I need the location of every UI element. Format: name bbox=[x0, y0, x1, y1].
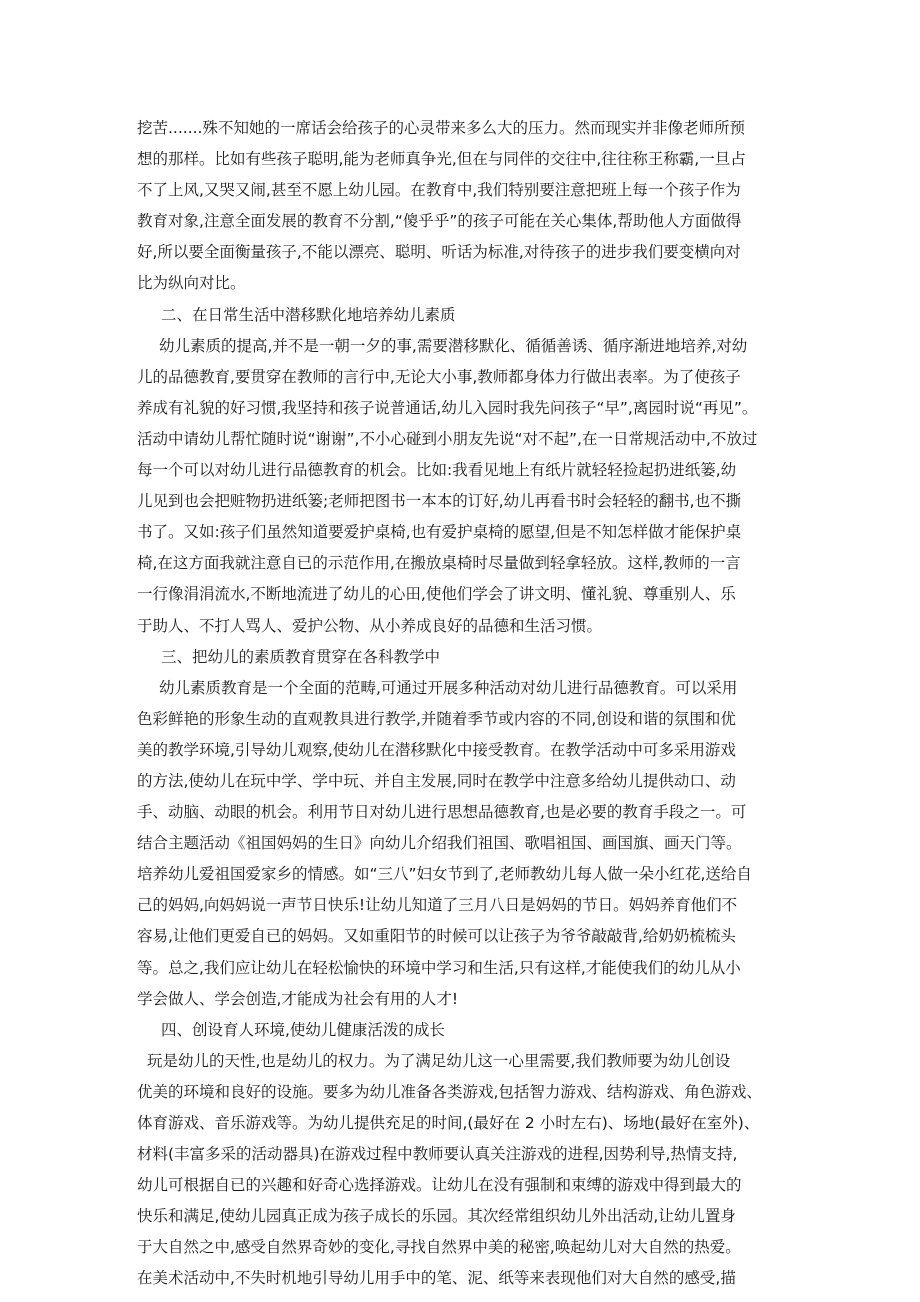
text-line: 比为纵向对比。 bbox=[137, 274, 246, 293]
text-line: 于助人、不打人骂人、爱护公物、从小养成良好的品德和生活习惯。 bbox=[137, 616, 603, 635]
text-line: 养成有礼貌的好习惯,我坚持和孩子说普通话,幼儿入园时我先问孩子“早”,离园时说“再见”。 bbox=[137, 398, 758, 417]
text-line: 快乐和满足,使幼儿园真正成为孩子成长的乐园。其次经常组织幼儿外出活动,让幼儿置身 bbox=[137, 1207, 736, 1226]
text-line: 活动中请幼儿帮忙随时说“谢谢”,不小心碰到小朋友先说“对不起”,在一日常规活动中,不放过 bbox=[137, 429, 758, 448]
text-line: 玩是幼儿的天性,也是幼儿的权力。为了满足幼儿这一心里需要,我们教师要为幼儿创设 bbox=[147, 1051, 731, 1070]
text-line: 书了。又如:孩子们虽然知道要爱护桌椅,也有爱护桌椅的愿望,但是不知怎样做才能保护桌 bbox=[137, 523, 742, 542]
section-heading: 三、把幼儿的素质教育贯穿在各科教学中 bbox=[161, 647, 441, 666]
text-line: 幼儿素质教育是一个全面的范畴,可通过开展多种活动对幼儿进行品德教育。可以采用 bbox=[159, 678, 738, 697]
section-heading: 四、创设育人环境,使幼儿健康活泼的成长 bbox=[161, 1020, 445, 1039]
text-line: 优美的环境和良好的设施。要多为幼儿准备各类游戏,包括智力游戏、结构游戏、角色游戏、 bbox=[137, 1082, 762, 1101]
text-line: 椅,在这方面我就注意自已的示范作用,在搬放桌椅时尽量做到轻拿轻放。这样,教师的一言 bbox=[137, 554, 741, 573]
text-line: 等。总之,我们应让幼儿在轻松愉快的环境中学习和生活,只有这样,才能使我们的幼儿从小 bbox=[137, 958, 741, 977]
text-line: 幼儿可根据自已的兴趣和好奇心选择游戏。让幼儿在没有强制和束缚的游戏中得到最大的 bbox=[137, 1176, 742, 1195]
text-line: 容易,让他们更爱自已的妈妈。又如重阳节的时候可以让孩子为爷爷敲敲背,给奶奶梳梳头 bbox=[137, 927, 736, 946]
text-line: 挖苦.......殊不知她的一席话会给孩子的心灵带来多么大的压力。然而现实并非像老师所预 bbox=[137, 119, 745, 137]
document-body bbox=[137, 113, 787, 1295]
text-line: 儿见到也会把赃物扔进纸篓;老师把图书一本本的订好,幼儿再看书时会轻轻的翻书,也不撕 bbox=[137, 492, 742, 511]
text-line: 不了上风,又哭又闹,甚至不愿上幼儿园。在教育中,我们特别要注意把班上每一个孩子作为 bbox=[137, 181, 741, 200]
text-line: 想的那样。比如有些孩子聪明,能为老师真争光,但在与同伴的交往中,往往称王称霸,一旦占 bbox=[137, 150, 746, 169]
text-line: 在美术活动中,不失时机地引导幼儿用手中的笔、泥、纸等来表现他们对大自然的感受,描 bbox=[137, 1269, 736, 1288]
text-line: 手、动脑、动眼的机会。利用节日对幼儿进行思想品德教育,也是必要的教育手段之一。可 bbox=[137, 803, 747, 822]
text-line: 于大自然之中,感受自然界奇妙的变化,寻找自然界中美的秘密,唤起幼儿对大自然的热爱。 bbox=[137, 1238, 741, 1257]
text-line: 的方法,使幼儿在玩中学、学中玩、并自主发展,同时在教学中注意多给幼儿提供动口、动 bbox=[137, 771, 736, 790]
text-line: 培养幼儿爱祖国爱家乡的情感。如“三八”妇女节到了,老师教幼儿每人做一朵小红花,送给自 bbox=[137, 865, 752, 884]
text-line: 教育对象,注意全面发展的教育不分割,“傻乎乎”的孩子可能在关心集体,帮助他人方面做得 bbox=[137, 212, 742, 231]
text-line: 色彩鲜艳的形象生动的直观教具进行教学,并随着季节或内容的不同,创设和谐的氛围和优 bbox=[137, 709, 736, 728]
text-line: 结合主题活动《祖国妈妈的生日》向幼儿介绍我们祖国、歌唱祖国、画国旗、画天门等。 bbox=[137, 834, 742, 853]
section-heading: 二、在日常生活中潜移默化地培养幼儿素质 bbox=[161, 305, 456, 324]
text-line: 学会做人、学会创造,才能成为社会有用的人才! bbox=[137, 989, 459, 1008]
text-line: 好,所以要全面衡量孩子,不能以漂亮、聪明、听话为标准,对待孩子的进步我们要变横向对 bbox=[137, 243, 741, 262]
text-line: 儿的品德教育,要贯穿在教师的言行中,无论大小事,教师都身体力行做出表率。为了使孩子 bbox=[137, 367, 741, 386]
text-line: 幼儿素质的提高,并不是一朝一夕的事,需要潜移默化、循循善诱、循序渐进地培养,对幼 bbox=[159, 336, 748, 355]
text-line: 每一个可以对幼儿进行品德教育的机会。比如:我看见地上有纸片就轻轻捡起扔进纸篓,幼 bbox=[137, 461, 737, 480]
text-line: 材料(丰富多采的活动器具)在游戏过程中教师要认真关注游戏的进程,因势利导,热情支持, bbox=[137, 1145, 738, 1164]
text-line: 己的妈妈,向妈妈说一声节日快乐!让幼儿知道了三月八日是妈妈的节日。妈妈养育他们不 bbox=[137, 896, 738, 915]
text-line: 美的教学环境,引导幼儿观察,使幼儿在潜移默化中接受教育。在教学活动中可多采用游戏 bbox=[137, 740, 736, 759]
text-line: 一行像涓涓流水,不断地流进了幼儿的心田,使他们学会了讲文明、懂礼貌、尊重别人、乐 bbox=[137, 585, 736, 604]
text-line: 体育游戏、音乐游戏等。为幼儿提供充足的时间,(最好在 2 小时左右)、场地(最好在室外)、 bbox=[137, 1114, 760, 1132]
